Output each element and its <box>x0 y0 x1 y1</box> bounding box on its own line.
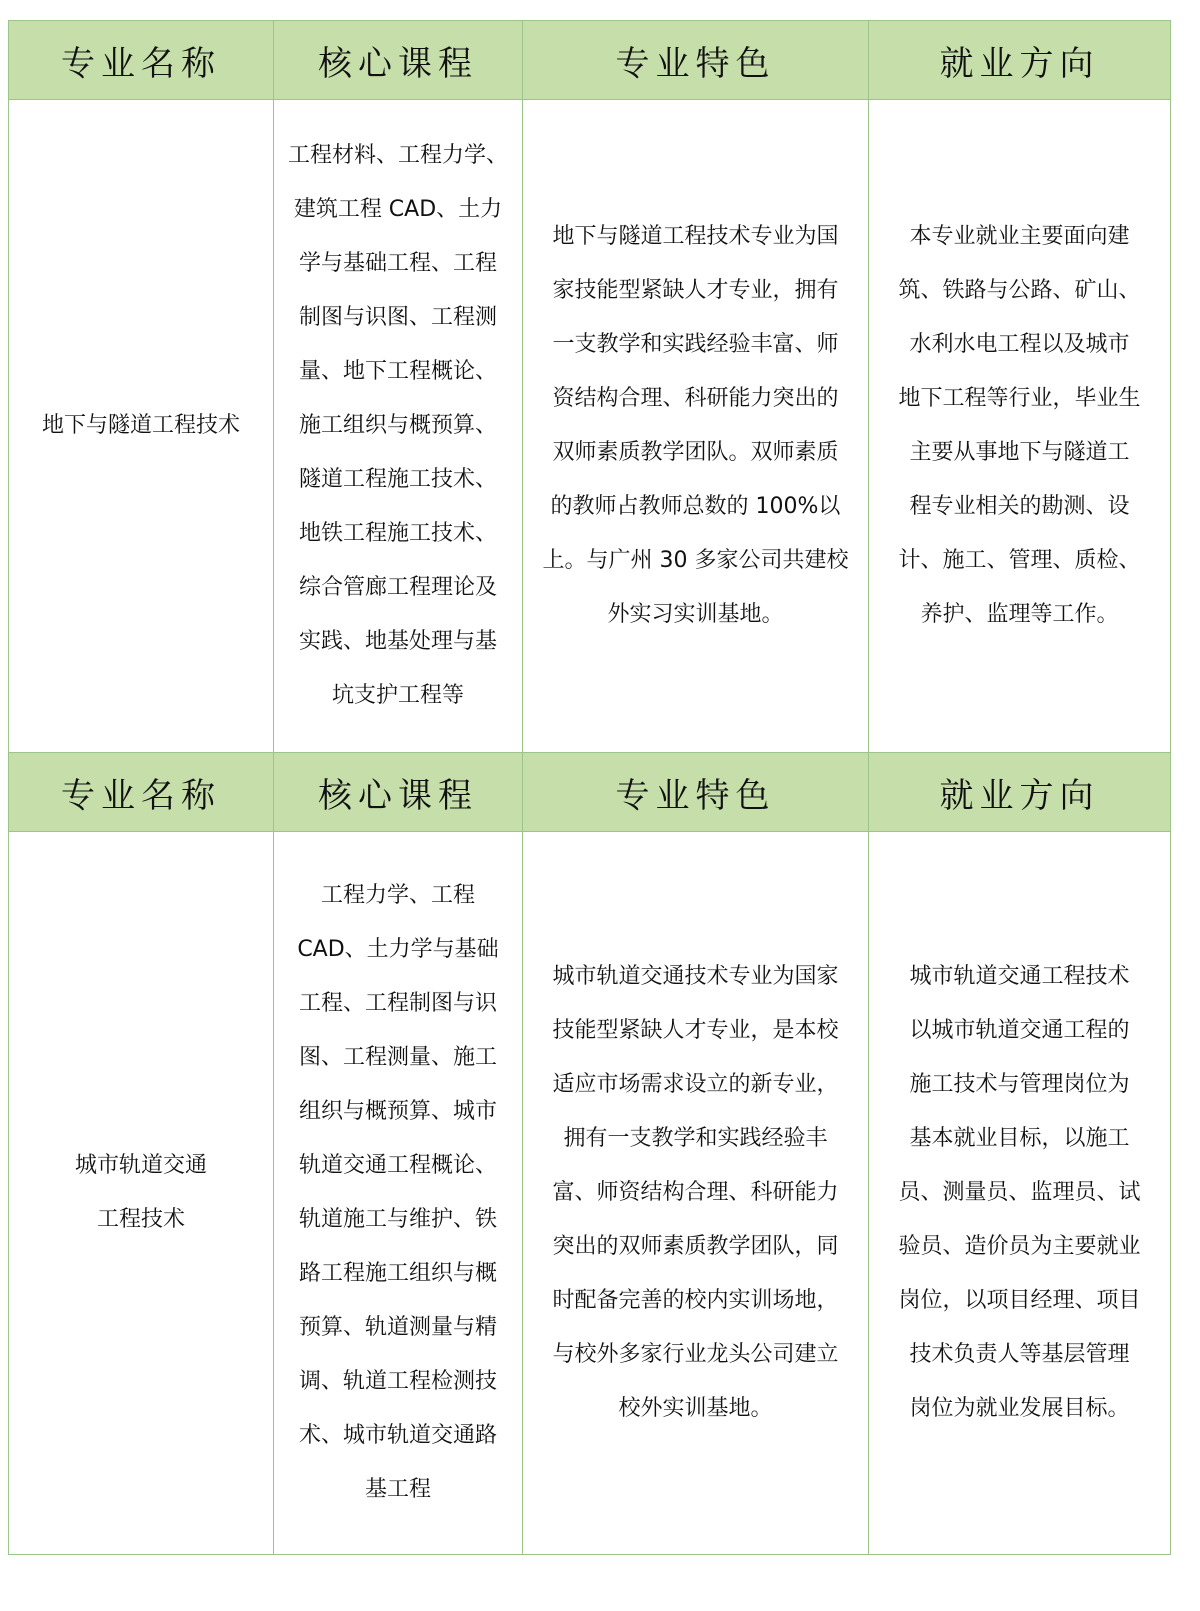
header-program-features: 专业特色 <box>523 21 869 100</box>
program-name: 城市轨道交通 工程技术 <box>74 1153 207 1232</box>
core-courses-cell <box>274 100 523 753</box>
core-courses-text: 工程力学、工程 CAD、土力学与基础 工程、工程制图与识 图、工程测量、施工 组织与概预算、城市 轨道交通工程概论、 轨道施工与维护、铁 路工程施工组织与概 预算、轨道测量与精 调、轨道工程检测技 术、城市轨道交通路 基工程 <box>297 883 499 1502</box>
career-direction-text: 本专业就业主要面向建 筑、铁路与公路、矿山、 水利水电工程以及城市 地下工程等行业，毕业生 主要从事地下与隧道工 程专业相关的勘测、设 计、施工、管理、质检、 养护、监理等工作。 <box>898 224 1141 627</box>
career-direction-cell <box>869 832 1171 1555</box>
program-table <box>8 20 1171 1555</box>
program-name: 地下与隧道工程技术 <box>41 413 240 438</box>
header-core-courses: 核心课程 <box>274 21 523 100</box>
career-direction-cell <box>869 100 1171 753</box>
program-features-cell <box>523 832 869 1555</box>
career-direction-text: 城市轨道交通工程技术 以城市轨道交通工程的 施工技术与管理岗位为 基本就业目标，以施工 员、测量员、监理员、试 验员、造价员为主要就业 岗位，以项目经理、项目 技术负责人等基层管理 岗位为就业发展目标。 <box>898 964 1141 1421</box>
core-courses-cell <box>274 832 523 1555</box>
program-features-text: 城市轨道交通技术专业为国家 技能型紧缺人才专业，是本校 适应市场需求设立的新专业， 拥有一支教学和实践经验丰 富、师资结构合理、科研能力 突出的双师素质教学团队，同 时配备完善的校内实训场地， 与校外多家行业龙头公司建立 校外实训基地。 <box>552 964 839 1421</box>
table-row <box>9 100 1171 753</box>
header-program-name: 专业名称 <box>9 753 274 832</box>
header-program-features: 专业特色 <box>523 753 869 832</box>
program-features-text: 地下与隧道工程技术专业为国 家技能型紧缺人才专业，拥有 一支教学和实践经验丰富、师 资结构合理、科研能力突出的 双师素质教学团队。双师素质 的教师占教师总数的 100%以 上。与广州 30 多家公司共建校 外实习实训基地。 <box>542 224 849 627</box>
program-features-cell <box>523 100 869 753</box>
header-program-name: 专业名称 <box>9 21 274 100</box>
table-row <box>9 832 1171 1555</box>
program-name-cell <box>9 832 274 1555</box>
table-header-row <box>9 753 1171 832</box>
program-table-container <box>8 20 1171 1555</box>
program-name-cell <box>9 100 274 753</box>
core-courses-text: 工程材料、工程力学、 建筑工程 CAD、土力 学与基础工程、工程 制图与识图、工程测 量、地下工程概论、 施工组织与概预算、 隧道工程施工技术、 地铁工程施工技术、 综合管廊工程理论及 实践、地基处理与基 坑支护工程等 <box>288 143 509 708</box>
header-career-direction: 就业方向 <box>869 753 1171 832</box>
header-career-direction: 就业方向 <box>869 21 1171 100</box>
table-header-row <box>9 21 1171 100</box>
header-core-courses: 核心课程 <box>274 753 523 832</box>
